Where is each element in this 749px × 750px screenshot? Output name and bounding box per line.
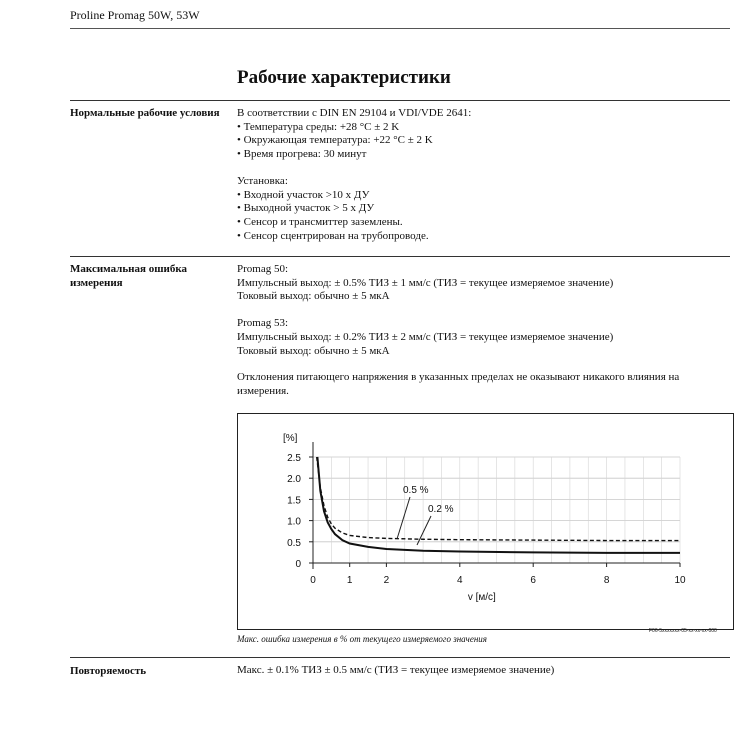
promag50-pulse: Импульсный выход: ± 0.5% ТИЗ ± 1 мм/с (ТИЗ = текущее измеряемое значение) bbox=[237, 276, 614, 289]
section-title: Рабочие характеристики bbox=[237, 67, 451, 88]
promag53-title: Promag 53: bbox=[237, 317, 289, 330]
x-tick-label: 0 bbox=[310, 575, 316, 586]
error-chart-frame bbox=[237, 413, 734, 630]
repeatability-label: Повторяемость bbox=[70, 665, 147, 677]
row-divider bbox=[70, 657, 730, 658]
x-tick-label: 8 bbox=[603, 575, 610, 586]
series-line-1 bbox=[317, 457, 680, 553]
series-label-0-2: 0.2 % bbox=[428, 504, 454, 515]
chart-caption: Макс. ошибка измерения в % от текущего измеряемого значения bbox=[237, 634, 487, 644]
normal-conditions-intro: В соответствии с DIN EN 29104 и VDI/VDE 2641: bbox=[237, 107, 472, 119]
series-leader-0-5 bbox=[397, 497, 410, 539]
x-axis-label: v [м/с] bbox=[467, 592, 496, 603]
x-tick-label: 6 bbox=[530, 575, 536, 586]
repeatability-text: Макс. ± 0.1% ТИЗ ± 0.5 мм/с (ТИЗ = текущее измеряемое значение) bbox=[237, 664, 555, 676]
y-tick-label: 1.5 bbox=[287, 495, 301, 507]
y-tick-label: 0.5 bbox=[287, 537, 301, 549]
install-title: Установка: bbox=[237, 174, 288, 187]
y-axis-label: [%] bbox=[283, 433, 298, 444]
error-chart bbox=[238, 414, 733, 629]
list-item: • Сенсор и трансмиттер заземлены. bbox=[237, 215, 403, 228]
promag53-pulse: Импульсный выход: ± 0.2% ТИЗ ± 2 мм/с (ТИЗ = текущее измеряемое значение) bbox=[237, 330, 614, 343]
x-tick-label: 2 bbox=[383, 575, 390, 586]
promag50-current: Токовый выход: обычно ± 5 мкА bbox=[237, 290, 390, 303]
max-error-block bbox=[237, 263, 737, 399]
list-item: • Входной участок >10 x ДУ bbox=[237, 188, 370, 201]
x-tick-label: 4 bbox=[457, 575, 463, 586]
section-divider bbox=[70, 100, 730, 101]
max-error-label: Максимальная ошибка измерения bbox=[70, 263, 188, 289]
list-item: • Выходной участок > 5 x ДУ bbox=[237, 202, 375, 215]
y-tick-label: 0 bbox=[295, 559, 301, 570]
header-divider bbox=[70, 28, 730, 29]
voltage-note: Отклонения питающего напряжения в указанных пределах не оказывают никакого влияния на измерения. bbox=[237, 371, 680, 397]
y-tick-label: 2.5 bbox=[287, 453, 301, 464]
normal-conditions-block bbox=[237, 107, 737, 243]
promag50-title: Promag 50: bbox=[237, 263, 289, 275]
series-label-0-5: 0.5 % bbox=[403, 485, 429, 496]
y-tick-label: 1.0 bbox=[287, 516, 301, 528]
document-header: Proline Promag 50W, 53W bbox=[70, 8, 200, 22]
list-item: • Сенсор сцентрирован на трубопроводе. bbox=[237, 229, 429, 242]
normal-conditions-label: Нормальные рабочие условия bbox=[70, 107, 220, 119]
y-tick-label: 2.0 bbox=[287, 474, 301, 486]
x-tick-label: 1 bbox=[346, 575, 353, 586]
list-item: • Окружающая температура: +22 °C ± 2 K bbox=[237, 134, 433, 147]
promag53-current: Токовый выход: обычно ± 5 мкА bbox=[237, 344, 390, 357]
row-divider bbox=[70, 256, 730, 257]
list-item: • Время прогрева: 30 минут bbox=[237, 148, 367, 161]
x-tick-label: 10 bbox=[674, 575, 686, 586]
chart-code: F06-5xxxxxxx-05-xx-xx-xx-000 bbox=[649, 628, 717, 634]
series-line-0 bbox=[317, 457, 680, 541]
list-item: • Температура среды: +28 °C ± 2 K bbox=[237, 120, 400, 133]
